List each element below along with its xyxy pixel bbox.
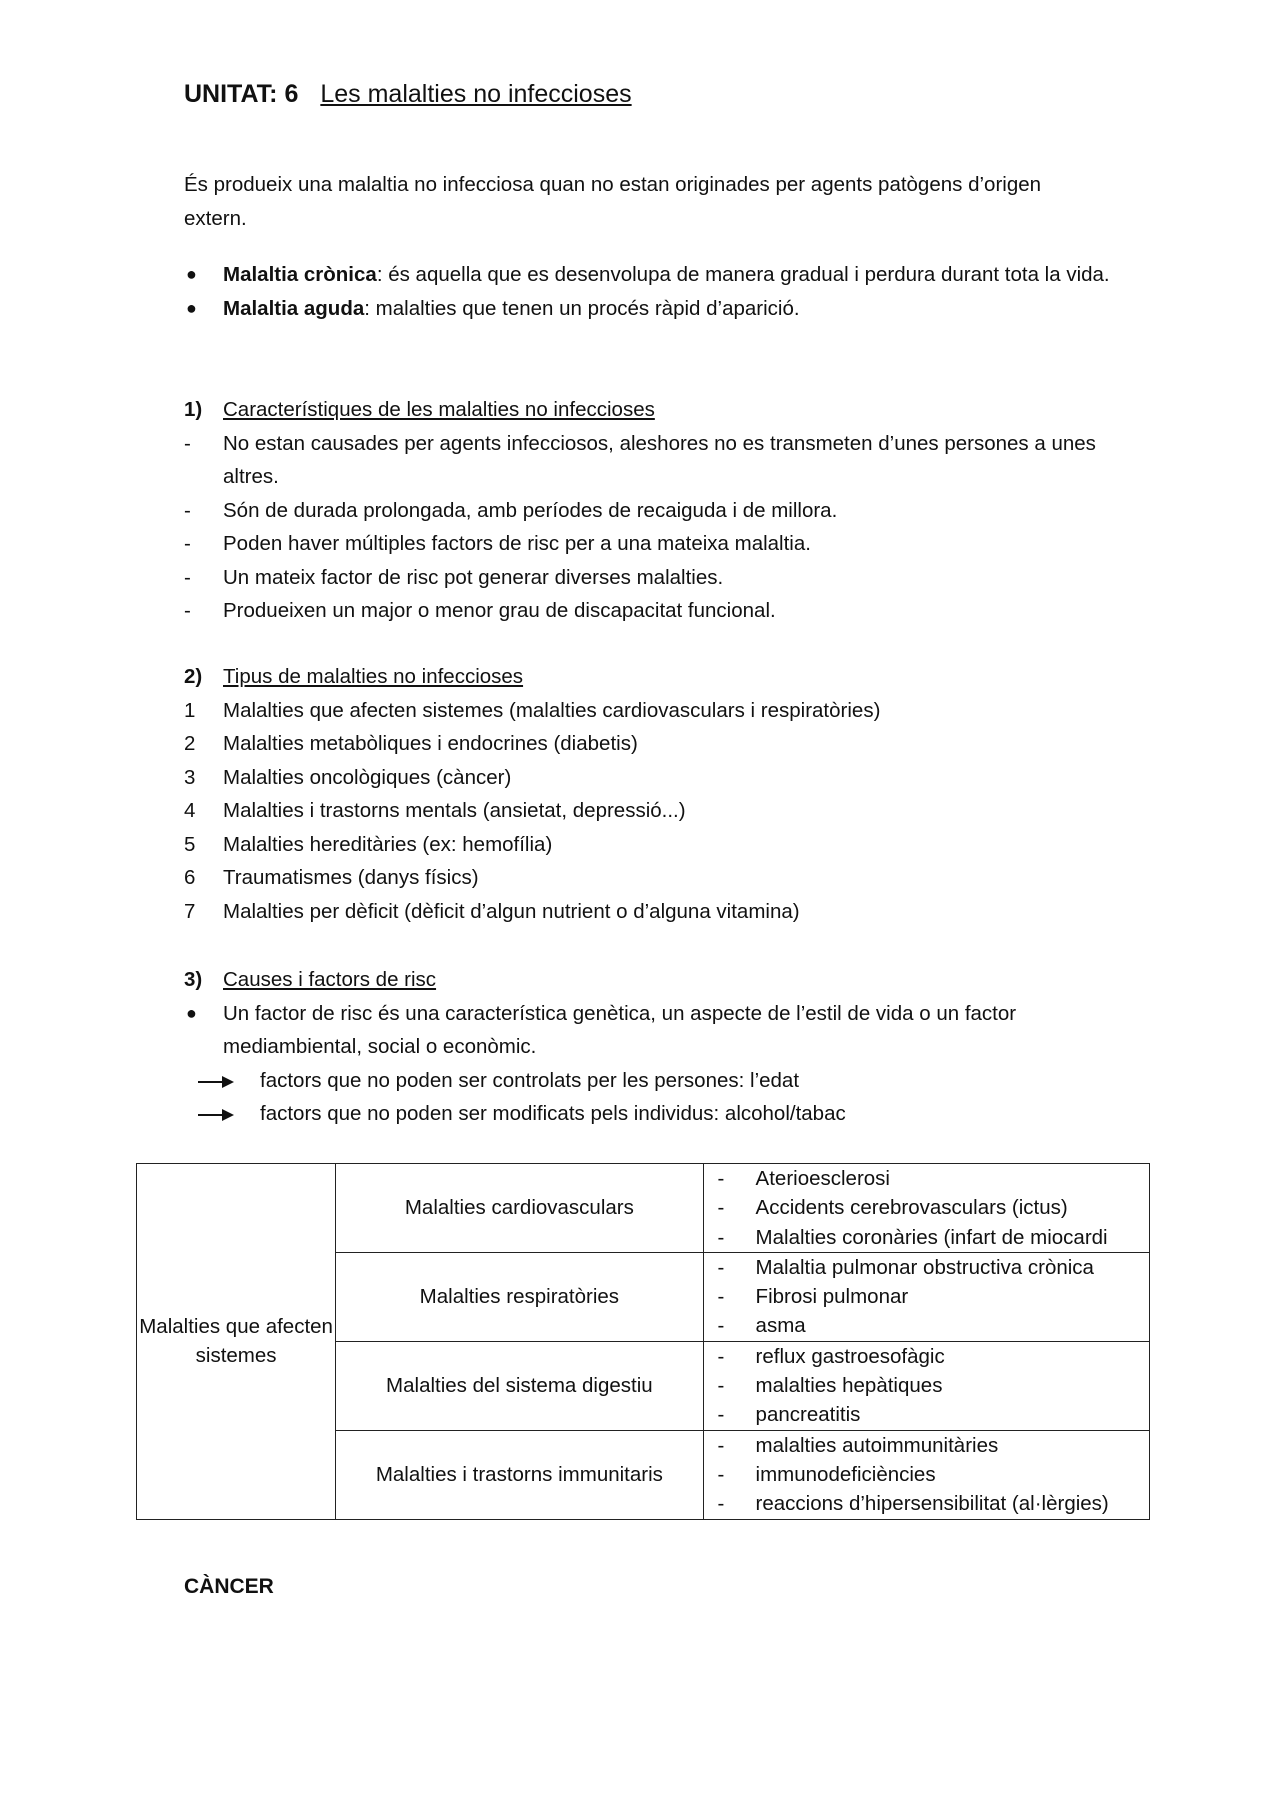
section-characteristics	[184, 393, 1124, 628]
item-number: 7	[184, 899, 196, 923]
table-list-item: - reaccions d’hipersensibilitat (al·lèrgies)	[718, 1489, 1149, 1518]
dash-marker: -	[184, 431, 191, 455]
definition-item	[184, 258, 1124, 292]
unit-label: UNITAT: 6	[184, 80, 299, 108]
section-heading	[184, 393, 1124, 427]
dash-marker: -	[184, 498, 191, 522]
table-list-item: - Malalties coronàries (infart de miocardi	[718, 1223, 1149, 1252]
list-item-text: No estan causades per agents infecciosos, aleshores no es transmeten d’unes persones a unes altres.	[223, 431, 1096, 488]
item-number: 3	[184, 765, 196, 789]
table-list-item: - immunodeficiències	[718, 1460, 1149, 1489]
numbered-item	[184, 794, 1124, 828]
definitions-list	[184, 258, 1124, 325]
list-item	[184, 594, 1124, 628]
section-title: Causes i factors de risc	[223, 968, 437, 991]
numbered-item-text: Malalties i trastorns mentals (ansietat, depressió...)	[223, 799, 686, 822]
definition-term: Malaltia aguda	[223, 296, 365, 320]
section-types	[184, 660, 1124, 928]
items-cell	[703, 1164, 1149, 1253]
section-number: 2)	[184, 665, 203, 688]
section-risk-factors	[184, 963, 1124, 1131]
table-list-item: - malalties hepàtiques	[718, 1371, 1149, 1400]
category-cell: Malalties i trastorns immunitaris	[336, 1430, 703, 1519]
definition-term: Malaltia crònica	[223, 263, 377, 286]
definition-text: : és aquella que es desenvolupa de manera gradual i perdura durant tota la vida.	[376, 263, 1110, 286]
arrow-item	[184, 1064, 1124, 1098]
numbered-item	[184, 828, 1124, 862]
table-list-item: - Fibrosi pulmonar	[718, 1282, 1149, 1311]
table-list-item: - reflux gastroesofàgic	[718, 1342, 1149, 1371]
list-item-text: Produeixen un major o menor grau de discapacitat funcional.	[223, 599, 776, 622]
dash-marker: -	[184, 565, 191, 589]
category-cell: Malalties del sistema digestiu	[336, 1341, 703, 1430]
items-cell	[703, 1430, 1149, 1519]
definition-item	[184, 292, 1124, 326]
table-list-item: - Malaltia pulmonar obstructiva crònica	[718, 1253, 1149, 1282]
numbered-item-text: Malalties metabòliques i endocrines (diabetis)	[223, 732, 638, 755]
arrow-item-text: factors que no poden ser modificats pels individus: alcohol/tabac	[260, 1102, 846, 1125]
diseases-table	[136, 1163, 1150, 1520]
intro-paragraph: És produeix una malaltia no infecciosa quan no estan originades per agents patògens d’origen extern.	[184, 173, 1042, 230]
list-item	[184, 427, 1124, 494]
bullet-icon: ●	[186, 297, 197, 318]
list-item	[184, 494, 1124, 528]
item-number: 2	[184, 732, 196, 755]
item-number: 1	[184, 698, 196, 722]
item-number: 6	[184, 866, 196, 889]
numbered-item	[184, 727, 1124, 761]
items-cell	[703, 1341, 1149, 1430]
items-cell	[703, 1252, 1149, 1341]
item-number: 4	[184, 799, 196, 822]
bullet-icon: ●	[186, 1002, 197, 1023]
table-list-item: - pancreatitis	[718, 1400, 1149, 1429]
table-list-item: - Aterioesclerosi	[718, 1164, 1149, 1193]
section-number: 3)	[184, 968, 203, 991]
definition-text: : malalties que tenen un procés ràpid d’aparició.	[364, 296, 800, 320]
numbered-item	[184, 861, 1124, 895]
section-title: Tipus de malalties no infeccioses	[223, 665, 524, 688]
list-item-text: Són de durada prolongada, amb períodes de recaiguda i de millora.	[223, 498, 838, 522]
page-title	[184, 78, 632, 110]
list-item-text: Poden haver múltiples factors de risc per a una mateixa malaltia.	[223, 532, 811, 555]
right-arrow-icon	[198, 1108, 234, 1122]
risk-factor-text: Un factor de risc és una característica genètica, un aspecte de l’estil de vida o un factor mediambiental, social o econòmic.	[223, 1001, 1017, 1058]
table-row	[137, 1164, 1150, 1253]
right-arrow-icon	[198, 1075, 234, 1089]
list-item	[184, 561, 1124, 595]
section-heading	[184, 660, 1124, 694]
group-cell: Malalties que afecten sistemes	[137, 1164, 336, 1520]
risk-factor-definition	[184, 997, 1124, 1064]
bullet-icon: ●	[186, 264, 197, 284]
table-list-item: - malalties autoimmunitàries	[718, 1431, 1149, 1460]
section-title: Característiques de les malalties no infeccioses	[223, 398, 655, 421]
category-cell: Malalties respiratòries	[336, 1252, 703, 1341]
cancer-heading: CÀNCER	[184, 1575, 274, 1598]
section-number: 1)	[184, 398, 203, 421]
numbered-item	[184, 895, 1124, 929]
arrow-item	[184, 1097, 1124, 1131]
list-item	[184, 527, 1124, 561]
numbered-item-text: Malalties oncològiques (càncer)	[223, 765, 512, 789]
numbered-item	[184, 694, 1124, 728]
numbered-item-text: Malalties per dèficit (dèficit d’algun nutrient o d’alguna vitamina)	[223, 899, 800, 923]
numbered-item-text: Malalties hereditàries (ex: hemofília)	[223, 832, 553, 856]
category-cell: Malalties cardiovasculars	[336, 1164, 703, 1253]
numbered-item-text: Traumatismes (danys físics)	[223, 866, 479, 889]
table-list-item: - asma	[718, 1311, 1149, 1340]
table-list-item: - Accidents cerebrovasculars (ictus)	[718, 1193, 1149, 1222]
numbered-item	[184, 761, 1124, 795]
list-item-text: Un mateix factor de risc pot generar diverses malalties.	[223, 565, 724, 589]
dash-marker: -	[184, 532, 191, 555]
item-number: 5	[184, 832, 196, 856]
arrow-item-text: factors que no poden ser controlats per les persones: l’edat	[260, 1068, 800, 1092]
unit-topic: Les malalties no infeccioses	[320, 80, 632, 108]
section-heading	[184, 963, 1124, 997]
dash-marker: -	[184, 599, 191, 622]
numbered-item-text: Malalties que afecten sistemes (malalties cardiovasculars i respiratòries)	[223, 698, 881, 722]
